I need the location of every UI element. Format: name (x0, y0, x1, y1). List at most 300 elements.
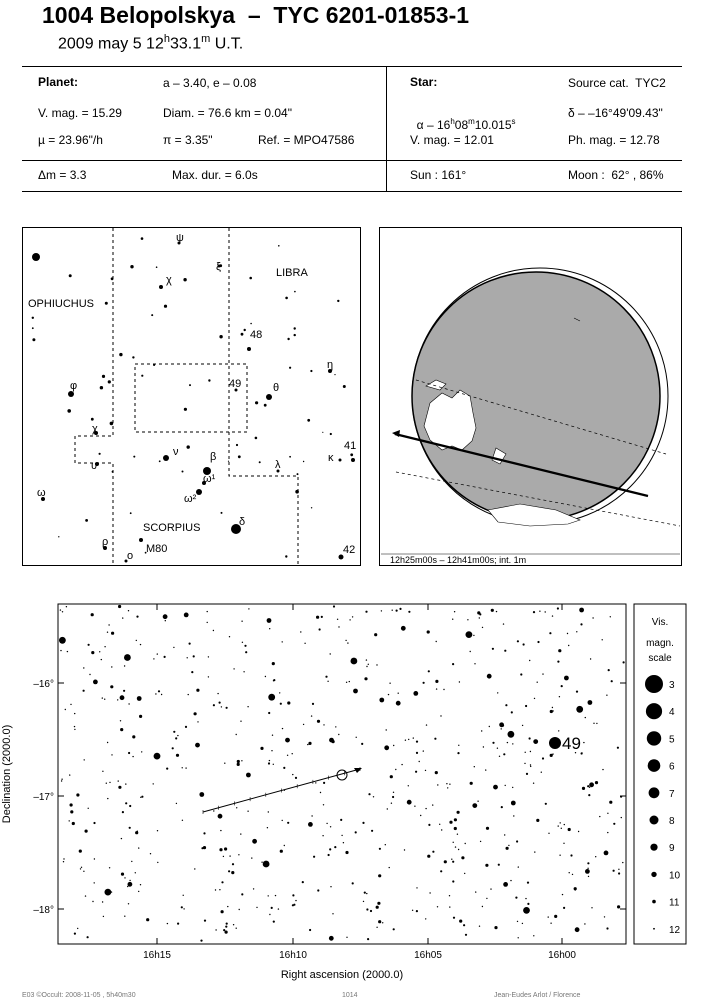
constellation-star (278, 245, 280, 247)
field-star (184, 613, 189, 618)
field-star (108, 624, 109, 625)
field-star (381, 610, 382, 611)
constellation-star (187, 445, 190, 448)
label-omicron: o (127, 550, 134, 562)
star-source: Source cat. TYC2 (568, 76, 666, 90)
field-star (236, 928, 237, 929)
constellation-star (119, 353, 122, 356)
field-star (311, 815, 312, 816)
legend-dot (649, 787, 660, 798)
field-star (377, 902, 380, 905)
field-star (563, 907, 565, 909)
field-star (175, 737, 177, 739)
field-star (280, 703, 282, 705)
field-star (341, 835, 342, 836)
field-star (506, 847, 509, 850)
field-star (374, 633, 377, 636)
field-star (607, 832, 608, 833)
field-star (333, 605, 335, 607)
field-star (269, 760, 270, 761)
table-divider (386, 66, 387, 191)
field-star (366, 893, 367, 894)
constellation-star (294, 291, 296, 293)
field-star (454, 818, 457, 821)
field-star (221, 706, 222, 707)
constellation-star (141, 237, 144, 240)
field-star (292, 904, 294, 906)
field-star (123, 690, 125, 692)
field-star (408, 611, 410, 613)
field-star (167, 923, 168, 924)
field-star (267, 827, 268, 828)
field-star (477, 611, 480, 614)
field-star (396, 610, 398, 612)
field-star (542, 757, 544, 759)
field-star (165, 620, 166, 621)
field-star (282, 641, 283, 642)
globe-svg (380, 228, 681, 565)
field-star (517, 921, 518, 922)
field-star (304, 643, 305, 644)
field-star (77, 928, 78, 929)
field-star (439, 824, 440, 825)
field-star (268, 895, 269, 896)
field-star (432, 804, 433, 805)
field-star (335, 726, 336, 727)
field-star (176, 754, 179, 757)
field-star (87, 936, 89, 938)
constellation-star (183, 278, 186, 281)
field-star (423, 750, 424, 751)
field-star (60, 650, 61, 651)
globe-caption: 12h25m00s – 12h41m00s; int. 1m (390, 555, 527, 565)
field-star (102, 901, 103, 902)
field-star (129, 827, 131, 829)
field-star (610, 616, 611, 617)
field-star (352, 882, 354, 884)
field-star (473, 635, 474, 636)
field-star (560, 822, 561, 823)
field-star (458, 745, 459, 746)
field-star (176, 803, 177, 804)
field-star (203, 846, 206, 849)
field-star (241, 893, 243, 895)
field-star (269, 628, 270, 629)
field-star (99, 651, 100, 652)
field-star (537, 641, 539, 643)
table-mid-rule (22, 160, 682, 161)
field-star (316, 616, 319, 619)
field-star (326, 823, 327, 824)
field-star (501, 728, 502, 729)
field-star (312, 703, 314, 705)
field-star (516, 840, 518, 842)
constellation-star (289, 456, 291, 458)
field-star (61, 780, 62, 781)
field-star (435, 680, 438, 683)
star-49 (549, 737, 561, 749)
field-star (271, 750, 272, 751)
field-star (233, 668, 234, 669)
label-upsilon: υ (91, 460, 98, 472)
field-star (399, 608, 401, 610)
constellation-star (249, 277, 252, 280)
label-psi: ψ (176, 232, 184, 244)
field-star (232, 863, 234, 865)
field-star (361, 743, 363, 745)
constellation-star (295, 490, 299, 494)
field-star (356, 737, 357, 738)
field-star (617, 905, 620, 908)
field-star (463, 924, 465, 926)
field-star (225, 926, 227, 928)
field-star (92, 901, 93, 902)
constellation-star (294, 334, 296, 336)
field-star (106, 783, 107, 784)
field-star (613, 870, 615, 872)
field-star (191, 671, 193, 673)
field-star (240, 721, 241, 722)
moon-info: Moon : 62° , 86% (568, 168, 664, 182)
field-star (587, 868, 588, 869)
field-star (621, 817, 622, 818)
field-star (323, 724, 324, 725)
field-star (435, 771, 438, 774)
field-star (177, 923, 179, 925)
field-star (124, 877, 125, 878)
field-star (518, 937, 519, 938)
field-star (321, 616, 323, 618)
field-star (434, 738, 436, 740)
field-star (109, 782, 110, 783)
field-star (237, 763, 240, 766)
y-tick-label: –18° (33, 905, 54, 916)
legend-dot (646, 703, 662, 719)
field-star (59, 637, 66, 644)
field-star (256, 907, 257, 908)
field-star (128, 752, 130, 754)
field-star (378, 920, 381, 923)
field-star (243, 671, 244, 672)
field-star (432, 851, 434, 853)
field-star (103, 916, 104, 917)
field-star (588, 700, 593, 705)
field-star (219, 702, 221, 704)
field-star (404, 849, 405, 850)
field-star (208, 656, 209, 657)
field-star (489, 726, 490, 727)
field-star (226, 707, 228, 709)
field-star (200, 940, 202, 942)
field-star (221, 881, 223, 883)
field-star (220, 830, 221, 831)
constellation-star (339, 459, 342, 462)
field-star (474, 663, 475, 664)
field-star (596, 723, 597, 724)
field-star (284, 845, 285, 846)
label-41: 41 (344, 440, 357, 452)
field-star (454, 611, 455, 612)
field-star (470, 782, 473, 785)
field-star (282, 728, 283, 729)
event-title: 1004 Belopolskya – TYC 6201-01853-1 (42, 2, 470, 28)
field-star (505, 785, 506, 786)
field-star (479, 926, 480, 927)
constellation-star (219, 335, 222, 338)
field-star (125, 802, 127, 804)
field-star (499, 756, 500, 757)
label-scorpius: SCORPIUS (143, 522, 201, 534)
constellation-star (141, 375, 143, 377)
field-star (188, 694, 189, 695)
star-dec: δ – –16°49'09.43" (568, 106, 663, 120)
field-star (213, 704, 215, 706)
field-star (307, 744, 308, 745)
field-star (118, 786, 121, 789)
field-star (522, 725, 523, 726)
field-star (102, 771, 103, 772)
field-star (426, 724, 427, 725)
legend-dot (653, 928, 655, 930)
field-star (309, 929, 311, 931)
field-star (137, 696, 142, 701)
field-star (490, 888, 491, 889)
label-omega: ω (37, 487, 46, 499)
field-star (522, 923, 523, 924)
field-star (128, 903, 129, 904)
label-lambda: λ (275, 459, 281, 471)
field-star (504, 834, 505, 835)
field-star (527, 903, 529, 905)
field-star (529, 737, 531, 739)
field-star (533, 611, 535, 613)
field-star (376, 906, 379, 909)
field-star (447, 787, 448, 788)
field-star (512, 743, 513, 744)
constellation-star (228, 461, 229, 462)
field-star (283, 767, 285, 769)
field-star (353, 689, 358, 694)
field-star (83, 871, 84, 872)
legend-mag-label: 10 (669, 870, 681, 882)
field-star (457, 834, 458, 835)
constellation-star (236, 444, 238, 446)
field-star (107, 632, 108, 633)
field-star (554, 915, 557, 918)
field-star (140, 797, 141, 798)
field-star (287, 822, 289, 824)
field-star (74, 713, 75, 714)
field-star (185, 767, 186, 768)
label-rho: ρ (102, 536, 109, 548)
field-star (552, 707, 553, 708)
field-star (470, 651, 471, 652)
field-star (153, 658, 154, 659)
field-star (91, 613, 94, 616)
label-chi-top: χ (166, 274, 172, 286)
field-star (229, 636, 230, 637)
field-star (317, 889, 319, 891)
field-star (183, 908, 184, 909)
field-star (62, 611, 63, 612)
field-star (452, 663, 454, 665)
field-star (539, 611, 540, 612)
field-star (221, 910, 224, 913)
field-star (552, 615, 553, 616)
constellation-star (307, 419, 310, 422)
field-star (416, 910, 418, 912)
field-star (118, 605, 121, 608)
field-star (398, 693, 399, 694)
field-star (548, 916, 549, 917)
field-star (622, 862, 623, 863)
constellation-star (189, 384, 191, 386)
field-star (238, 854, 239, 855)
constellation-star (337, 300, 339, 302)
field-star (330, 653, 331, 654)
field-star (84, 759, 85, 760)
boundary-ophiuchus (75, 228, 113, 565)
field-star (224, 763, 225, 764)
field-star (542, 673, 543, 674)
label-ophiuchus: OPHIUCHUS (28, 298, 95, 310)
field-star (295, 900, 296, 901)
field-star (213, 810, 214, 811)
field-star (494, 926, 497, 929)
field-star (525, 898, 526, 899)
field-star (136, 640, 137, 641)
field-star (579, 608, 584, 613)
field-star (384, 745, 389, 750)
field-star (452, 861, 454, 863)
field-star (416, 752, 418, 754)
field-star (414, 806, 415, 807)
constellation-star (100, 386, 103, 389)
field-star (72, 822, 75, 825)
globe-earth (412, 272, 660, 520)
legend-dot (647, 731, 661, 745)
field-star (515, 897, 517, 899)
field-star (503, 882, 508, 887)
path-arrowhead (392, 430, 400, 437)
footer-right: Jean-Eudes Arlot / Florence (494, 992, 581, 999)
field-star (483, 746, 484, 747)
field-star (537, 682, 538, 683)
planet-orbit: a – 3.40, e – 0.08 (163, 76, 257, 90)
field-star (120, 720, 121, 721)
field-star (391, 803, 392, 804)
field-star (346, 682, 347, 683)
constellation-star (32, 327, 34, 329)
field-star (533, 739, 538, 744)
field-star (111, 666, 112, 667)
constellation-star (247, 347, 251, 351)
field-star (510, 880, 511, 881)
field-star (541, 772, 542, 773)
field-star (76, 793, 79, 796)
field-star (268, 712, 270, 714)
field-star (561, 828, 562, 829)
field-star (487, 674, 492, 679)
field-star (223, 929, 225, 931)
field-star (508, 845, 509, 846)
field-star (602, 769, 603, 770)
field-star (80, 868, 81, 869)
constellation-star (287, 338, 289, 340)
field-star (69, 774, 70, 775)
constellation-star (238, 455, 241, 458)
field-star (376, 927, 377, 928)
star-chart-svg (0, 600, 701, 990)
field-star (228, 870, 230, 872)
constellation-star (343, 385, 346, 388)
field-star (589, 787, 590, 788)
field-star (407, 800, 412, 805)
field-star (558, 649, 561, 652)
constellation-star (297, 473, 299, 475)
constellation-star (182, 471, 184, 473)
field-star (329, 936, 334, 941)
field-star (523, 643, 525, 645)
field-star (364, 677, 367, 680)
field-star (125, 783, 126, 784)
field-star (416, 741, 418, 743)
field-star (461, 856, 464, 859)
field-star (111, 891, 112, 892)
legend-dot (651, 872, 656, 877)
field-star (247, 811, 248, 812)
field-star (567, 633, 568, 634)
constellation-star (310, 370, 312, 372)
constellation-star (156, 266, 158, 268)
constellation-star (241, 333, 244, 336)
field-star (386, 729, 387, 730)
label-chi: χ (92, 423, 98, 435)
delta-mag: Δm = 3.3 (38, 168, 87, 182)
planet-diameter: Diam. = 76.6 km = 0.04" (163, 106, 292, 120)
field-star (166, 768, 168, 770)
field-star (136, 616, 138, 618)
field-star (271, 907, 273, 909)
field-star (157, 830, 158, 831)
field-star (193, 655, 195, 657)
field-star (415, 771, 417, 773)
constellation-star (153, 364, 155, 366)
field-star (218, 814, 223, 819)
max-duration: Max. dur. = 6.0s (172, 168, 258, 182)
constellation-star (159, 460, 161, 462)
constellation-star (311, 507, 312, 508)
field-star (137, 831, 138, 832)
field-star (300, 631, 301, 632)
y-tick-label: –16° (33, 679, 54, 690)
field-star (319, 628, 321, 630)
field-star (373, 796, 374, 797)
field-star (141, 751, 142, 752)
field-star (436, 688, 437, 689)
legend-title-2: magn. (646, 638, 674, 649)
field-star (587, 785, 589, 787)
label-nu: ν (173, 446, 179, 458)
field-star (122, 811, 124, 813)
field-star (246, 773, 251, 778)
field-star (242, 642, 243, 643)
field-star (405, 740, 406, 741)
label-kappa: κ (328, 452, 334, 464)
field-star (552, 710, 553, 711)
field-star (396, 701, 401, 706)
field-star (608, 669, 610, 671)
